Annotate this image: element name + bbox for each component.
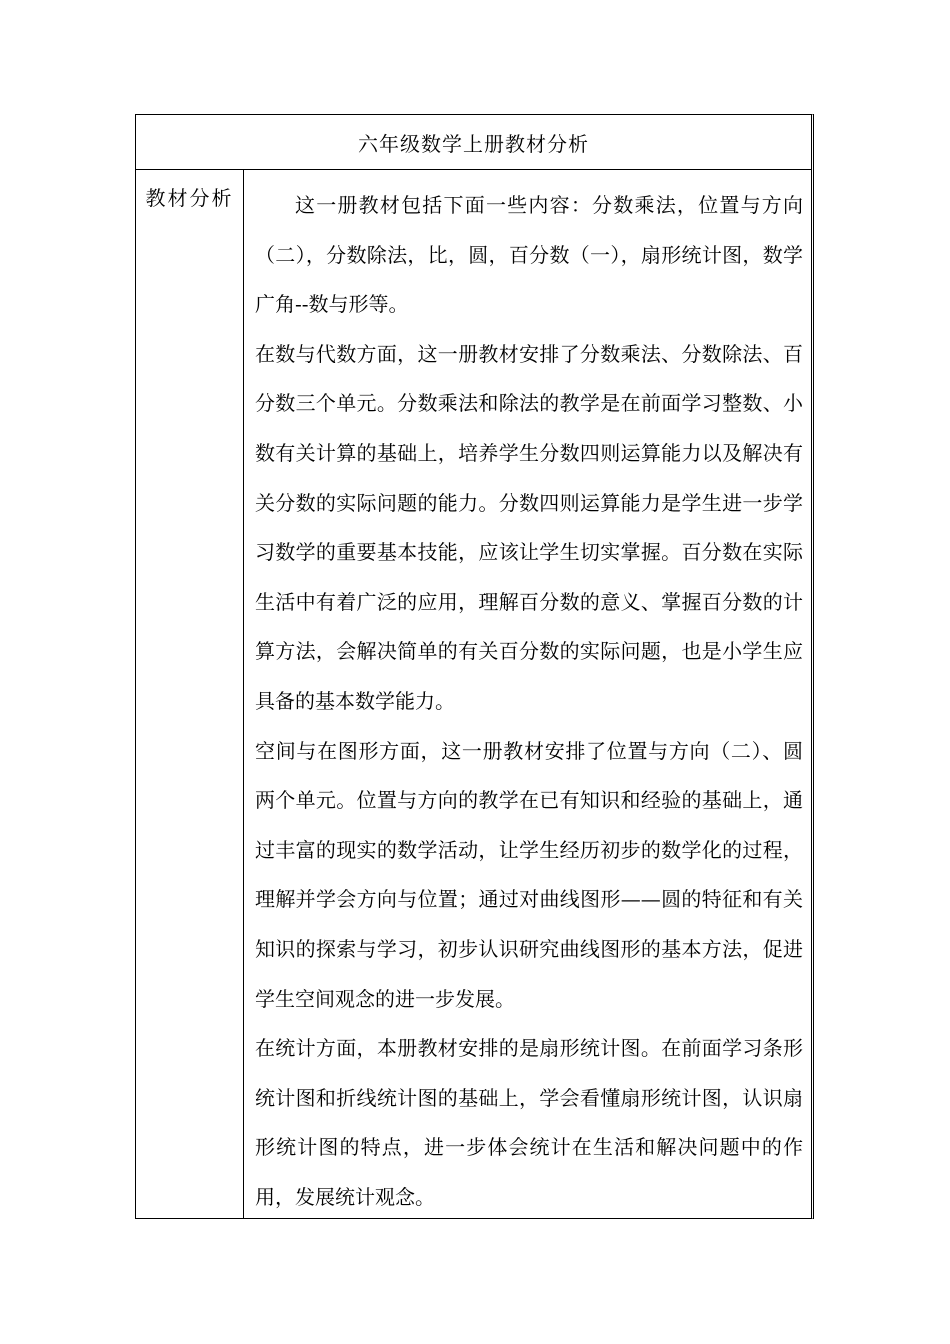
paragraph-number-algebra: 在数与代数方面，这一册教材安排了分数乘法、分数除法、百分数三个单元。分数乘法和除法的教学是在前面学习整数、小数有关计算的基础上，培养学生分数四则运算能力以及解决有关分数的实际问题的能力。分数四则运算能力是学生进一步学习数学的重要基本技能，应该让学生切实掌握。百分数在实际生活中有着广泛的应用，理解百分数的意义、掌握百分数的计算方法，会解决简单的有关百分数的实际问题，也是小学生应具备的基本数学能力。: [255, 341, 803, 713]
row-label: 教材分析: [136, 170, 244, 1218]
paragraph-contents: 这一册教材包括下面一些内容：分数乘法，位置与方向（二），分数除法，比，圆，百分数（一），扇形统计图，数学广角--数与形等。: [255, 193, 803, 317]
paragraph-statistics: 在统计方面，本册教材安排的是扇形统计图。在前面学习条形统计图和折线统计图的基础上，学会看懂扇形统计图，认识扇形统计图的特点，进一步体会统计在生活和解决问题中的作用，发展统计观念。: [255, 1036, 803, 1209]
table-title: 六年级数学上册教材分析: [136, 115, 811, 170]
paragraph-space-geometry: 空间与在图形方面，这一册教材安排了位置与方向（二）、圆两个单元。位置与方向的教学在已有知识和经验的基础上，通过丰富的现实的数学活动，让学生经历初步的数学化的过程，理解并学会方向与位置；通过对曲线图形——圆的特征和有关知识的探索与学习，初步认识研究曲线图形的基本方法，促进学生空间观念的进一步发展。: [255, 738, 803, 1011]
content-cell: [244, 170, 811, 1218]
analysis-table: [135, 114, 814, 1219]
